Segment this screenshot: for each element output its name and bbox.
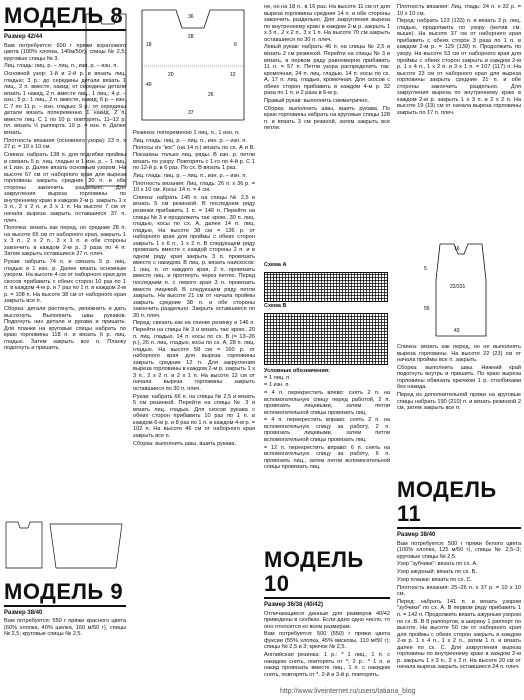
diagram-label: 22/231 (450, 284, 466, 290)
column-3 (264, 4, 390, 133)
model-10-paragraph: Вам потребуется: 500 (550) г пряжи цвета фуксии (55% хлопка, 45% вискозы, 110 м/50 г); спицы № 2,5 и 3; крючок № 2,5. (264, 631, 390, 651)
model-10-block (264, 548, 390, 680)
model-8-paragraph: Вам потребуется: 600 г пряжи коралового цвета (100% хлопка, 140м/50г), спицы № 2,5; круговые спицы № 3. (4, 42, 126, 62)
legend-title: Условные обозначения: (264, 368, 330, 374)
model-8-size: Размер 42/44 (4, 34, 43, 40)
model-8-paragraph: Плотность вязания (основного узора): 23 п. х 27 р. = 10 х 10 см. (4, 137, 126, 151)
legend-item: = 1 изн. п. (264, 382, 290, 389)
model-10-diagram (420, 240, 500, 340)
title-rule (264, 597, 390, 599)
model-8-paragraph: Лиц. гладь: лиц. р. – лиц. п., изн. р. – изн. п. (4, 63, 118, 70)
col-3-paragraph: не, но на 18 п., в 16 раз. На высоте 11 см от для выреза горловины средние 14 п. и обе стороны закончить раздельно. Для закругления выреза по внутреннему краю в каждом 2-м р. закрыть 1 х 3 п., 2 х 2 п., 3 х 1 п. На высоте 70 см закрыть оставшиеся по 30 п. плеч. (264, 4, 390, 43)
title-rule (4, 605, 126, 607)
model-9-sleeve-diagram (46, 520, 126, 570)
model-8-pattern-diagram (84, 10, 128, 190)
col-3-paragraph: Сборка: выполнить швы, вшить рукава. По краю горловины набрать на круговые спицы 128 п. и вязать 3 см резиной, затем закрыть все петли. (264, 105, 390, 132)
model-11-size: Размер 38/40 (397, 532, 436, 538)
diagram-label: 12 (230, 72, 236, 78)
diagram-label: 40 (146, 82, 152, 88)
col-2-paragraph: Полосы из "кос" (на 14 п.) вязать по сх. А и В. Показаны только лиц. ряды. В изн. р. петли вязать по узору. Повторять с 1-го по 4-й р. С 1 по 12-й р. в 6 раз. По сх. В вязать 1 раз. (133, 145, 255, 172)
col-2-paragraph: Лиц. гладь: лиц. р. – лиц. п., изн. р. – изн. п. (133, 137, 247, 144)
model-11-block (397, 478, 521, 672)
model-8-paragraph: Полочка: вязать как перед, но средние 28 п. на высоте 65 см от наборного края, закрыть 1 х 3 п., 2 х 2 п., 3 х 1 п. и обе стороны закончить в каждом 2-м р. 3 раза по 4 п. Затем закрыть оставшиеся 37 п. плеч. (4, 225, 126, 258)
model-11-title: МОДЕЛЬ 11 (397, 477, 497, 526)
col-4-paragraph: Спинка: вязать как перед, но не выполнять выреза горловины. На высоте 22 (23) см от начала проймы все п. закрыть. (397, 344, 521, 364)
legend-item: = 1 лиц. п. (264, 374, 291, 381)
model-9-title: МОДЕЛЬ 9 (4, 579, 124, 604)
model-10-size: Размер 36/38 (40/42) (264, 602, 323, 608)
col-3-paragraph: Правый рукав: выполнить симметрично. (264, 98, 370, 105)
model-11-paragraph: Плотность вязания: 25–26 п. х 37 р. = 10 х 10 см. (397, 584, 521, 598)
col-4-paragraph: Перед из дополнительной пряжи на круговые спицы набрать 190 (210) п. и вязать резинкой 2 см, затем закрыть все п. (397, 392, 521, 412)
model-8-paragraph: Сборка: детали растянуть, увлажнить и дать высохнуть. Выполнить швы рукавов. Подогнуть низ детали и рукава и пришить. Для планки на круговые спицы набрать по краю горловины 118 п. и вязать 6 р. лиц. гладью. Затем закрыть все п. Планку подогнуть и пришить. (4, 306, 126, 352)
diagram-label: 26 (208, 92, 214, 98)
schema-a-grid (264, 272, 388, 302)
model-9-front-diagram (138, 6, 248, 124)
model-11-paragraph: Вам потребуется: 500 г пряжи белого цвета (100% хлопка, 125 м/50 г), спицы № 2,5–3; круговые спицы № 2,5. (397, 540, 521, 560)
model-8-paragraph: Рукав: набрать 74 п. и связать 5 р. лиц. гладью и 1 изн. р. Далее вязать основным узором. На высоте 4 см от наборного края для скосов прибавить с обеих сторон 10 раз по 1 п. в каждом 4-м р. и 7 раз по 1 п. в каждом 2-м р. = 108 п. На высоте 38 см от наборного края закрыть все п. (4, 259, 126, 305)
legend-item: = 12 п. перекрестить вправо: 6 п. снять на вспомогательную спицу за работу, 6 п. провязать лиц., затем петли вспомогательной спицы провязать лиц. (264, 444, 390, 471)
model-8-title: МОДЕЛЬ 8 (4, 3, 124, 28)
model-11-paragraph: Узор "зубчики": вязать по сх. А. (397, 561, 478, 568)
schema-b-label: Схема В (264, 303, 287, 309)
col-2-paragraph: Лиц. гладь: лиц. р. – лиц. п., изн. р. – изн. п. (133, 172, 247, 179)
diagram-label: 20 (168, 72, 174, 78)
diagram-label: 43 (454, 328, 460, 334)
schema-a-label: Схема А (264, 262, 287, 268)
diagram-label: 37 (188, 110, 194, 116)
column-4 (397, 4, 521, 118)
column-2 (133, 130, 255, 448)
legend-block (264, 368, 390, 472)
model-11-paragraph: Узор ажурный: вязать по сх. В. (397, 569, 477, 576)
diagram-label: 28 (188, 34, 194, 40)
diagram-label: 6 (234, 42, 237, 48)
model-8-paragraph: Спинка: набрать 138 п. для подгибки проймы и связать 5 р. лиц. гладью и 1 изн. р. – 1 лиц. и 1 изн. р. Далее вязать основным узором. На высоте 67 см от наборного края для выреза горловины закрыть средние 30 п. и обе стороны закончить раздельно. Для закругления выреза горловины по внутреннему краю в каждом 2-м р. закрыть 1 х 3 п., 2 х 2 п. и 3 х 1 п. На высоте 7 см от начала выреза закрыть оставшиеся 37 п. плеч. (4, 152, 126, 224)
model-9-block (4, 580, 126, 638)
col-3-paragraph: Левый рукав: набрать 46 п. на спицы № 2,5 и вязать 2 см резинкой. Перейти на спицы № 3 и вязать, в первом ряду равномерно прибавить 11 п. = 57 п. Петли узора распределить так: кромочная, 24 п. лиц. гладью, 14 п. косы по сх. А, 17 п. лиц. гладью, кромочная. Для скосов с обеих сторон прибавить в каждом 4-м р. 32 раза по 1 п. и 2 раза в 6-м р. (264, 44, 390, 97)
model-11-paragraph: Перед: набрать 141 п. и вязать узором "зубчики" по сх. А. В первом ряду прибавить 1 п. = 142 п. Продолжить вязать ажурным узором по сх. В. В 8 раппортов, в ширину 1 раппорт по высоте. На высоте 50 см от наборного края для проймы с обеих сторон закрыть в каждом 2-м р. 1 х 4 п., 1 х 2 п., затем 1 п. и вязать далее по сх. С. Для закругления выреза горловины по внутреннему краю в каждом 2-м р. закрыть 1 х 3 п., 2 х 2 п. На высоте 20 см от начала выреза закрыть оставшиеся 24 п. плеч. (397, 598, 521, 671)
legend-item: = 4 п. перекрестить вправо: снять 2 п. на вспомогательную спицу за работу, 2 п. провязать лицевыми, затем петли вспомогательной спицы провязать лиц. (264, 417, 390, 444)
model-11-paragraph: Узор планки: вязать по сх. С. (397, 576, 473, 583)
col-2-paragraph: Спинка: набрать 145 п. на спицы № 2,5 и вязать 5 см резинкой. В последнем ряду резинки прибавить 1 п. = 146 п. Перейти на спицы № 3 и продолжить так: кром., 30 п. лиц. гладью, косы по сх. А, далее 14 п. лиц. гладью, На высоте 38 см = 136 р. от наборного края для проймы с обеих сторон закрыть 1 х 6 п., 1 х 2 п. В следующем ряду провязать вместе с каждой стороны 2 п. и в одном ряду края закрыть 3 п. провязать вместе с накидом. В лиц. р. вязать наискосок: 1 лиц. п. от каждого края, 2 п. провязать вместе лиц. и протянуть через петлю. Перед последним п. с левого края 3 п. провязать вместе лицевой. В следующем ряду петли закрыть. На высоте 21 см от начала проймы закрыть средние 38 п. и обе стороны закончить раздельно. Закрыть оставшиеся по 30 п. плеч. (133, 194, 255, 319)
model-9-pattern-diagram (4, 520, 44, 570)
col-2-paragraph: Резинка: попеременно 1 лиц. п., 1 изн. п. (133, 130, 240, 136)
column-4-lower (397, 344, 521, 413)
model-9-paragraph: Вам потребуется: 550 г пряжи красного цвета (60% хлопка, 40% шелка, 160 м/50 г), спицы № 2,5; круговые спицы № 2,5. (4, 618, 126, 638)
legend-item: = 4 п. перекрестить влево: снять 2 п. на вспомогательную спицу перед работой, 2 п. провязать лицевыми, затем петли вспомогательной спицы провязать лиц. (264, 390, 390, 416)
model-8-paragraph: Основной узор: 1-й и 2-й р. в вязать лиц. гладью; 3 р.: до середины детали вязать 1 лиц., 2 п. вместе, накид; от середины детали вязать 1 накид, 2 п. вместе лиц., 1 лиц.; 4 р. – изн.; 5 р.: 1 лиц., 2 п. вместе, накид; 6 р. – изн. С 7 по 11 р. – изн. гладью; 9 р.: от середины детали вязать попеременно 1 накид, 2 п. вместе лиц. С 1 по 10 р. повторять, 11–12 р. пл. вязать ½ раппорта. 10 р. = изн. п. Далее вязать. (4, 71, 126, 137)
diagram-label: 36 (188, 14, 194, 20)
schema-b-grid (264, 313, 388, 365)
diagram-label: 5 (424, 266, 427, 272)
col-2-paragraph: Рукав: набрать 66 п. на спицы № 2,5 и вязать 5 см резинкой. Перейти на спицы № 3 и вязать лиц. гладью. Для скосов рукава с обеих сторон прибавить 10 раз по 1 п. в каждом 6-м р. и 8 раз по 1 п. в каждом 4-м р. = 102 п. На высоте 46 см от наборного края закрыть все п. (133, 393, 255, 439)
col-2-paragraph: Плотность вязания: Лиц. гладь: 26 п. х 36 р. = 10 х 10 см. Косы: 14 п. = 4 см. (133, 180, 255, 194)
model-10-title: МОДЕЛЬ 10 (264, 547, 364, 596)
diagram-label: 55 (424, 306, 430, 312)
model-9-size: Размер 38/40 (4, 610, 43, 616)
diagram-label: 18 (146, 42, 152, 48)
col-2-paragraph: Сборка: выполнить швы, вшить рукава. (133, 440, 237, 447)
col-4-paragraph: Перед: набрать 123 (133) п. и вязать 3 р. лиц. гладью, продолжить по узору (мотив см. выше). На высоте 37 см от наборного края прибавить с обеих сторон 3 раза по 1 п. в каждом 2-м р. = 129 (139) п. Продолжить по узору. На высоте 53 см от наборного края для проймы с обеих сторон закрыть в каждом 2-м р. 1 х 4 п., 1 х 2 п. и 3 х 1 п. = 107 (117) п. На высоте 23 см от наборного края для выреза горловины закрыть средние 21 п. и обе стороны закончить раздельно. Для закругления выреза по внутреннему краю в каждом 2-м р. закрыть 1 х 3 п. и 2 х 2 п. На высоте 19 (19) см от начала выреза горловины закрыть по 17 п. плеч. (397, 18, 521, 116)
model-10-paragraph: Английская резинка: 1 р.: * 1 лиц., 1 п. с накидом снять, повторять от *; 2 р.: * 1 п. и накид провязать вместе лиц., 1 п. с накидом снять, повторять от *. 2-й и 3-й р. повторять. (264, 652, 390, 678)
diagram-label: 16 (454, 246, 460, 252)
title-rule (397, 527, 521, 529)
model-10-paragraph: Отличающиеся данные для размеров 40/42 приведены в скобках. Если дано одно число, то оно относится ко всем размерам. (264, 610, 390, 630)
col-4-paragraph: Сборка: выполнить швы. Нижний край подогнуть внутрь и пришить. По краю выреза горловины обвязать крючком 1 р. столбиками без накида. (397, 364, 521, 391)
col-2-paragraph: Перед: связать как на спинке резинку и 146 п. Перейти на спицы № 3 и вязать так: кром., 20 п. лиц. гладью, 14 п. косы по сх. В (= 13–26 р.), 26 п. лиц. гладью, косы по сх. А, 28 п. лиц. гладью. На высоте 58 см = 160 р. от наборного края для выреза горловины закрыть средние 12 п. Для закругления выреза горловины в каждом 2-м р. закрыть 1 х 3 п., 2 х 2 п. и 2 х 1 п. На высоте 12 см от начала выреза горловины закрыть оставшиеся по 30 п. плеч. (133, 320, 255, 392)
watermark-link[interactable]: http://www.liveinternet.ru/users/tatiana_blog (280, 688, 416, 695)
col-4-paragraph: Плотность вязания: Лиц. гладь: 24 п. х 32 р. = 10 х 10 см. (397, 4, 521, 17)
